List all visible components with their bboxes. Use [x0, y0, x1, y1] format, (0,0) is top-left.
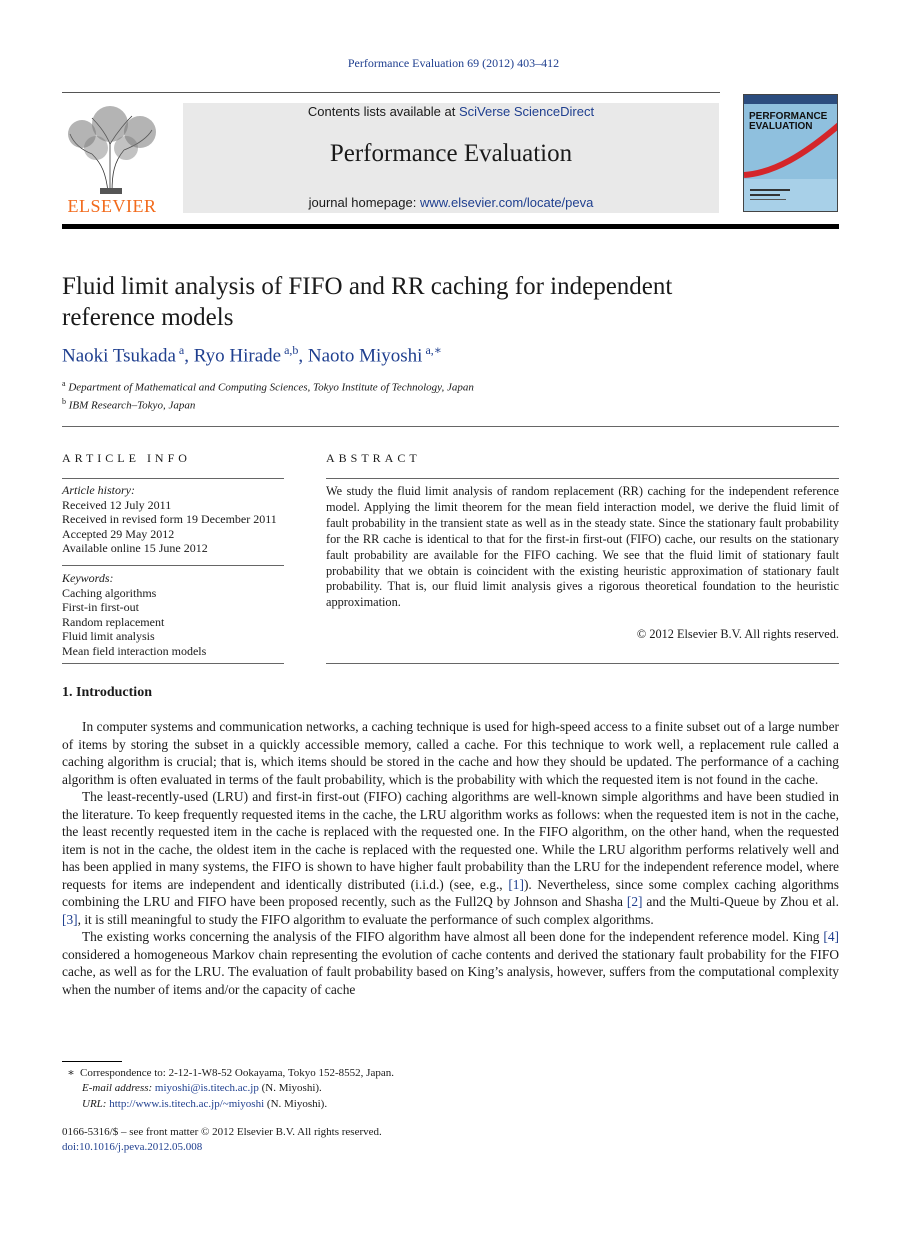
abstract-copyright: © 2012 Elsevier B.V. All rights reserved.	[636, 627, 839, 641]
article-info-heading: ARTICLE INFO	[62, 451, 191, 465]
title-block-rule	[62, 426, 839, 427]
citation-link[interactable]: [1]	[508, 876, 524, 892]
article-info-bottom-rule	[62, 663, 284, 664]
introduction-body	[62, 718, 839, 998]
sciencedirect-link[interactable]: SciVerse ScienceDirect	[458, 104, 595, 119]
citation-link[interactable]: [4]	[823, 929, 839, 944]
author-name[interactable]: Naoki Tsukada	[62, 345, 176, 367]
keyword: Mean field interaction models	[62, 643, 207, 658]
homepage-url-link[interactable]: http://www.is.titech.ac.jp/~miyoshi	[109, 1098, 265, 1110]
keyword: Random replacement	[62, 614, 165, 629]
abstract-bottom-rule	[326, 663, 839, 664]
citation-link[interactable]: [2]	[626, 894, 643, 909]
email-link[interactable]: miyoshi@is.titech.ac.jp	[154, 1082, 259, 1094]
author-name[interactable]: Ryo Hirade	[193, 345, 282, 367]
paragraph: The existing works concerning the analysis of the FIFO algorithm have almost all been done for the independent reference model. King [4] considered a homogeneous Markov chain representing the evolution of cache contents and derived the stationary fault probability for the FIFO cache, as well as for the LRU. The evaluation of fault probability based on King’s analysis, however, suffers from the computational complexity when the number of items and/or the capacity of cache	[62, 929, 839, 997]
affiliation-b: $^b$ IBM Research–Tokyo, Japan	[62, 397, 196, 412]
doi-line[interactable]	[62, 1141, 202, 1153]
keyword: First-in first-out	[62, 600, 139, 614]
url-footnote: URL: http://www.is.titech.ac.jp/~miyoshi (N. Miyoshi).	[82, 1098, 328, 1110]
affiliation-a: $^a$ Department of Mathematical and Computing Sciences, Tokyo Institute of Technology, Japan	[62, 379, 474, 394]
citation-link[interactable]: [3]	[62, 911, 78, 927]
keywords-list: Keywords: Caching algorithms First-in first-out Random replacement Fluid limit analysis Mean field interaction models	[62, 571, 284, 658]
abstract-text: We study the fluid limit analysis of random replacement (RR) caching for the independent reference model. Applying the limit theorem for the mean field interaction model, we derive the fluid limit of fault probability in the transient state as well as in the steady state. Since the stationary fault probability for the RR cache is identical to that for the first-in first-out (FIFO) cache, our results on the stationary fault probability are available for the FIFO caching. We see that the fluid limit of stationary fault probability that we obtain is coincident with the existing heuristic approximation of stationary fault probability. That is, our fluid limit analysis gives a rigorous theoretical foundation to the heuristic approximation.	[326, 484, 839, 610]
author-name[interactable]: Naoto Miyoshi	[307, 345, 423, 367]
contents-line: Contents lists available at SciVerse ScienceDirect	[307, 104, 595, 119]
header-rule	[62, 92, 720, 93]
cover-title: PERFORMANCE EVALUATION	[749, 111, 828, 132]
footnote-rule	[62, 1061, 122, 1062]
abstract-rule	[326, 478, 839, 479]
keyword: Fluid limit analysis	[62, 629, 155, 643]
journal-citation[interactable]: Performance Evaluation 69 (2012) 403–412	[347, 56, 560, 70]
paper-title: Fluid limit analysis of FIFO and RR caching for independent reference models	[62, 273, 673, 331]
correspondence-footnote: ∗ Correspondence to: 2-12-1-W8-52 Ookayama, Tokyo 152-8552, Japan.	[67, 1067, 394, 1079]
doi-link[interactable]: doi:10.1016/j.peva.2012.05.008	[62, 1141, 203, 1153]
journal-title: Performance Evaluation	[329, 140, 573, 167]
journal-cover-image	[743, 94, 838, 212]
abstract-heading: ABSTRACT	[326, 451, 421, 465]
paragraph: The least-recently-used (LRU) and first-in first-out (FIFO) caching algorithms are well-known simple algorithms and have been studied in the literature. To keep frequently requested items in the cache, the LRU algorithm works as follows: when the requested item is not in the cache, the least recently requested item in the cache is replaced with the requested one. In the FIFO algorithm, on the other hand, when the requested item is not in the cache, the oldest item in the cache is replaced with the requested one. While the LRU algorithm performs relatively well and has been applied in many systems, the FIFO is shown to have higher fault probability than the LRU for the independent reference model, where requests for items are independent and identically distributed (i.i.d.) (see, e.g., [1]). Nevertheless, since some complex caching algorithms combining the LRU and FIFO have been proposed recently, such as the Full2Q by Johnson and Shasha [2] and the Multi-Queue by Zhou et al. [3], it is still meaningful to study the FIFO algorithm to evaluate the performance of such complex algorithms.	[62, 789, 839, 927]
author-list: Naoki Tsukada $^a$, Ryo Hirade $^{a,b}$, Naoto Miyoshi $^{a,∗}$	[62, 343, 442, 367]
cover-curve-graphic	[744, 95, 838, 212]
issn-line: 0166-5316/$ – see front matter © 2012 Elsevier B.V. All rights reserved.	[62, 1126, 382, 1138]
article-history: Article history: Received 12 July 2011 Received in revised form 19 December 2011 Accepted 29 May 2012 Available online 15 June 2012	[62, 483, 277, 555]
email-footnote: E-mail address: miyoshi@is.titech.ac.jp (N. Miyoshi).	[82, 1082, 322, 1094]
article-info-rule	[62, 478, 284, 479]
section-heading-introduction: 1. Introduction	[62, 685, 152, 700]
keywords-rule	[62, 565, 284, 566]
elsevier-wordmark: ELSEVIER	[67, 196, 157, 216]
homepage-link[interactable]: www.elsevier.com/locate/peva	[419, 195, 594, 210]
paragraph: In computer systems and communication networks, a caching technique is used for high-speed access to a finite subset out of a large number of items by storing the subset in a quickly accessible memory, called a cache. For this technique to work well, a replacement rule called a caching algorithm is crucial; that is, which items should be stored in the cache and how they should be updated. The performance of a caching algorithm is often evaluated in terms of the fault probability, which is the probability with which the requested item is not found in the cache.	[62, 719, 839, 787]
journal-homepage: journal homepage: www.elsevier.com/locate/peva	[308, 195, 594, 210]
keyword: Caching algorithms	[62, 585, 157, 600]
masthead-thick-rule	[62, 224, 839, 229]
